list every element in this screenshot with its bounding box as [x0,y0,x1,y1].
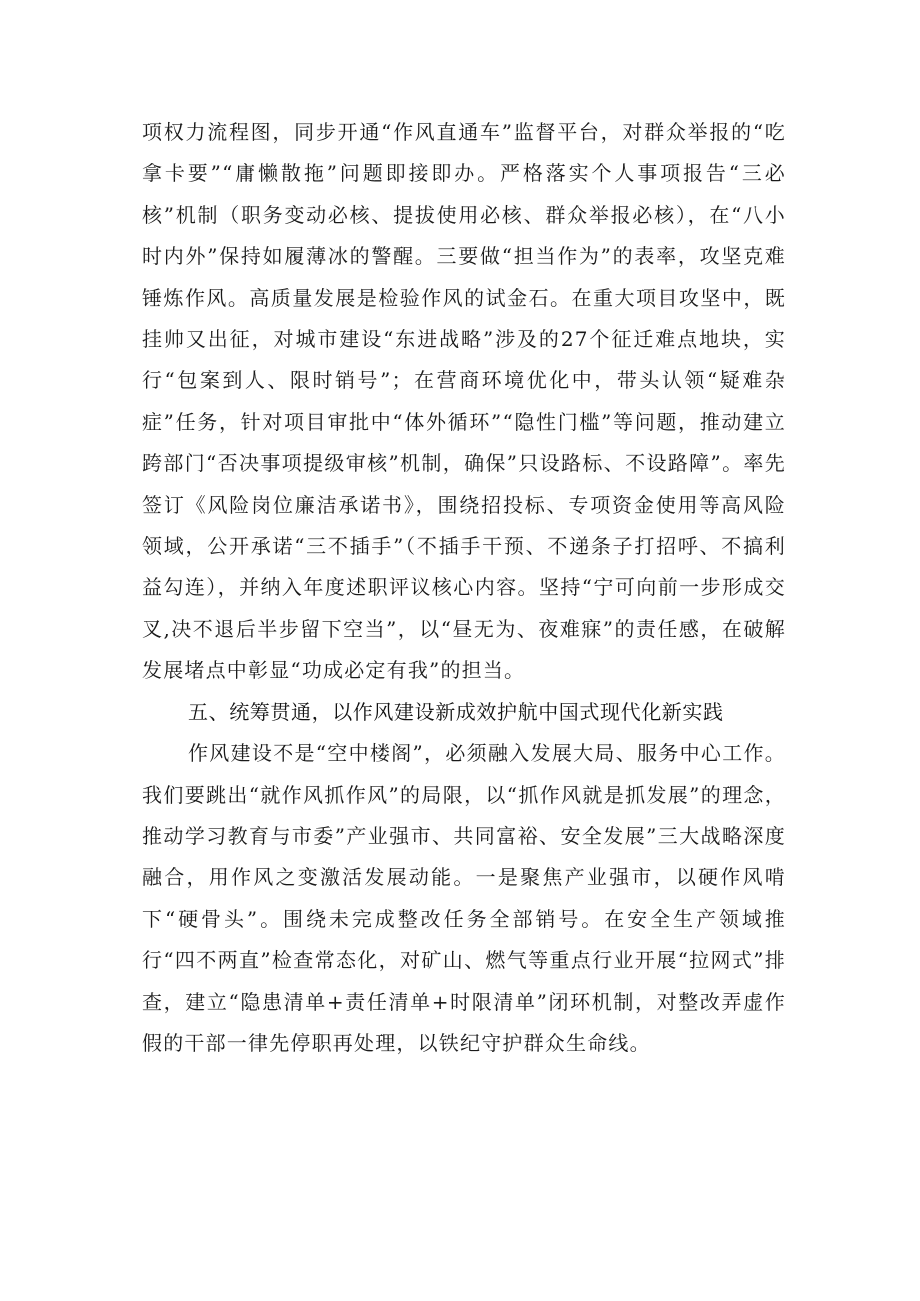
body-paragraph: 作风建设不是“空中楼阁”，必须融入发展大局、服务中心工作。我们要跳出“就作风抓作风”的局限，以“抓作风就是抓发展”的理念，推动学习教育与市委”产业强市、共同富裕、安全发展”三大战略深度融合，用作风之变激活发展动能。一是聚焦产业强市，以硬作风啃下“硬骨头”。围绕未完成整改任务全部销号。在安全生产领域推行“四不两直”检查常态化，对矿山、燃气等重点行业开展“拉网式”排查，建立“隐患清单+责任清单+时限清单”闭环机制，对整改弄虚作假的干部一律先停职再处理，以铁纪守护群众生命线。 [142,741,786,1055]
body-paragraph-continued: 项权力流程图，同步开通“作风直通车”监督平台，对群众举报的“吃拿卡要”“庸懒散拖”问题即接即办。严格落实个人事项报告“三必核”机制（职务变动必核、提拔使用必核、群众举报必核），在“八小时内外”保持如履薄冰的警醒。三要做“担当作为”的表率，攻坚克难锤炼作风。高质量发展是检验作风的试金石。在重大项目攻坚中，既挂帅又出征，对城市建设“东进战略”涉及的27个征迁难点地块，实行“包案到人、限时销号”；在营商环境优化中，带头认领“疑难杂症”任务，针对项目审批中“体外循环”“隐性门槛”等问题，推动建立跨部门“否决事项提级审核”机制，确保”只设路标、不设路障”。率先签订《风险岗位廉洁承诺书》，围绕招投标、专项资金使用等高风险领域，公开承诺“三不插手”（不插手干预、不递条子打招呼、不搞利益勾连），并纳入年度述职评议核心内容。坚持“宁可向前一步形成交叉,决不退后半步留下空当”，以“昼无为、夜难寐”的责任感，在破解发展堵点中彰显“功成必定有我”的担当。 [142,120,786,683]
document-body [142,112,786,1064]
section-heading: 五、统筹贯通，以作风建设新成效护航中国式现代化新实践 [188,699,724,724]
